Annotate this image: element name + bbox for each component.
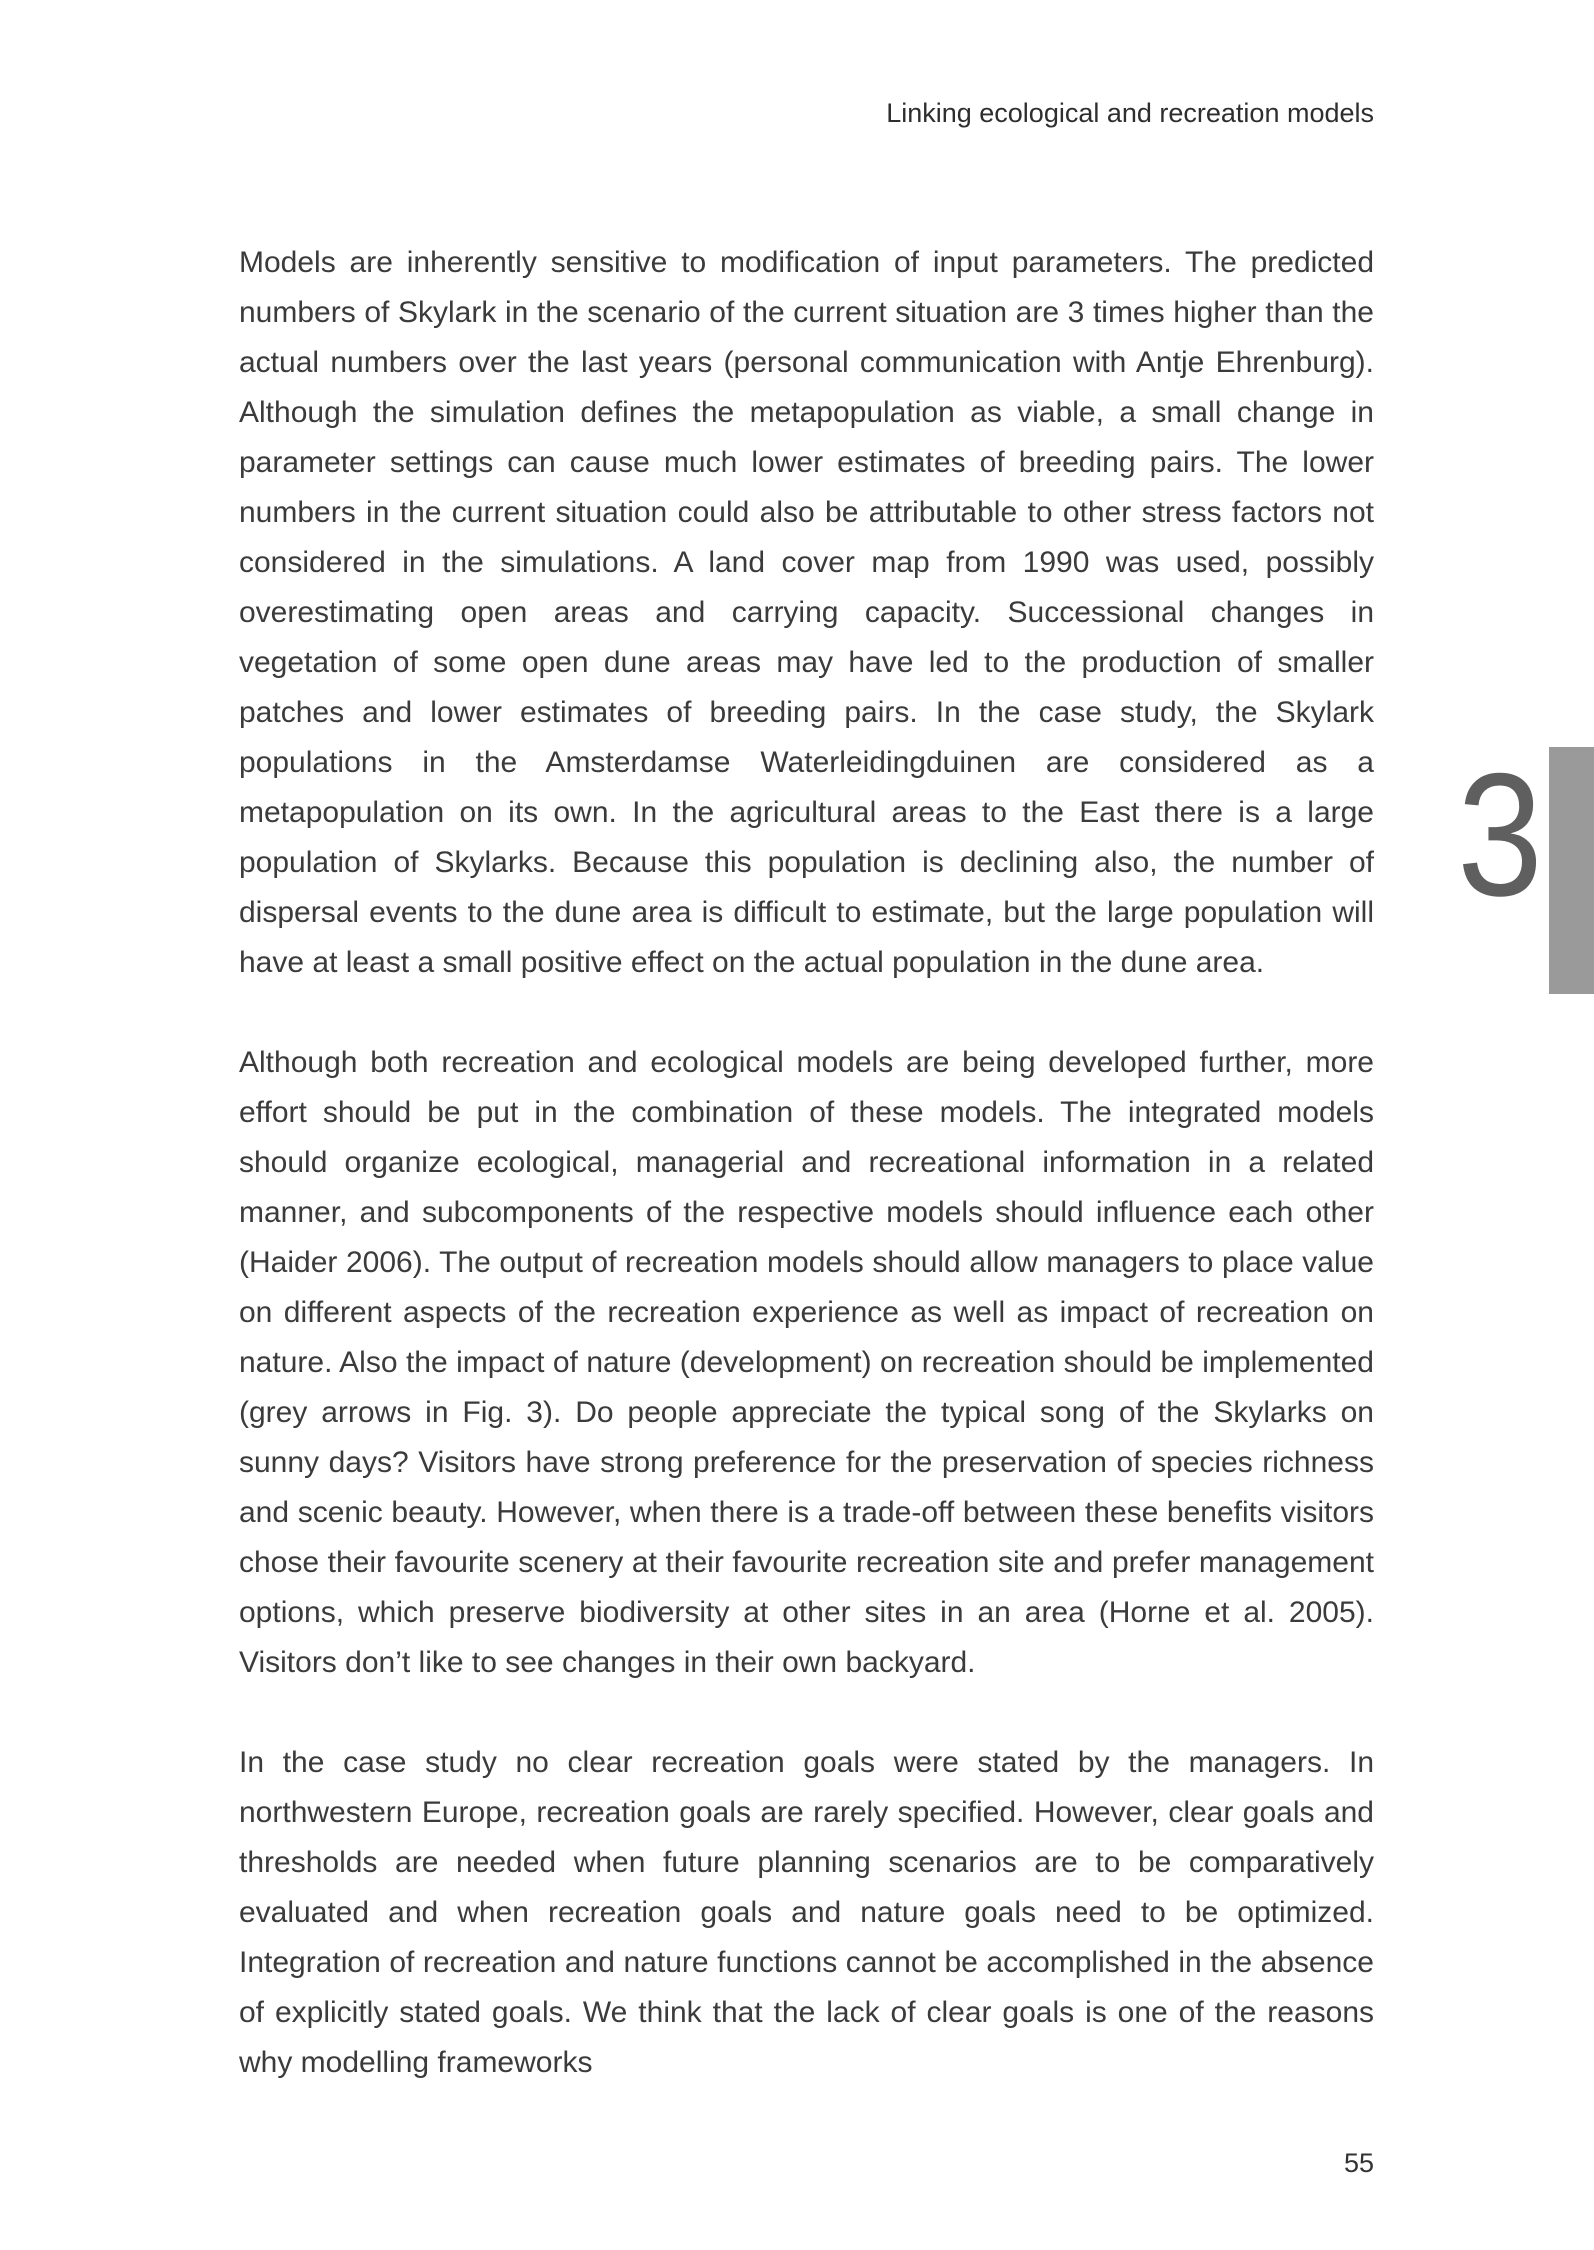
page-number: 55 — [1343, 2148, 1374, 2178]
body-text — [239, 238, 1374, 2088]
paragraph: Although both recreation and ecological models are being developed further, more effort should be put in the combination of these models. The integrated models should organize ecological, managerial and recreational information in a related manner, and subcomponents of the respective models should influence each other (Haider 2006). The output of recreation models should allow managers to place value on different aspects of the recreation experience as well as impact of recreation on nature. Also the impact of nature (development) on recreation should be implemented (grey arrows in Fig. 3). Do people appreciate the typical song of the Skylarks on sunny days? Visitors have strong preference for the preservation of species richness and scenic beauty. However, when there is a trade-off between these benefits visitors chose their favourite scenery at their favourite recreation site and prefer management options, which preserve biodiversity at other sites in an area (Horne et al. 2005). Visitors don’t like to see changes in their own backyard. — [239, 1046, 1374, 1679]
chapter-tab-bar — [1549, 747, 1594, 994]
paragraph: In the case study no clear recreation goals were stated by the managers. In northwestern Europe, recreation goals are rarely specified. However, clear goals and thresholds are needed when future planning scenarios are to be comparatively evaluated and when recreation goals and nature goals need to be optimized. Integration of recreation and nature functions cannot be accomplished in the absence of explicitly stated goals. We think that the lack of clear goals is one of the reasons why modelling frameworks — [239, 1746, 1374, 2079]
chapter-number: 3 — [1457, 738, 1543, 933]
running-header: Linking ecological and recreation models — [886, 98, 1374, 128]
paragraph: Models are inherently sensitive to modification of input parameters. The predicted numbers of Skylark in the scenario of the current situation are 3 times higher than the actual numbers over the last years (personal communication with Antje Ehrenburg). Although the simulation defines the metapopulation as viable, a small change in parameter settings can cause much lower estimates of breeding pairs. The lower numbers in the current situation could also be attributable to other stress factors not considered in the simulations. A land cover map from 1990 was used, possibly overestimating open areas and carrying capacity. Successional changes in vegetation of some open dune areas may have led to the production of smaller patches and lower estimates of breeding pairs. In the case study, the Skylark populations in the Amsterdamse Waterleidingduinen are considered as a metapopulation on its own. In the agricultural areas to the East there is a large population of Skylarks. Because this population is declining also, the number of dispersal events to the dune area is difficult to estimate, but the large population will have at least a small positive effect on the actual population in the dune area. — [239, 246, 1374, 979]
